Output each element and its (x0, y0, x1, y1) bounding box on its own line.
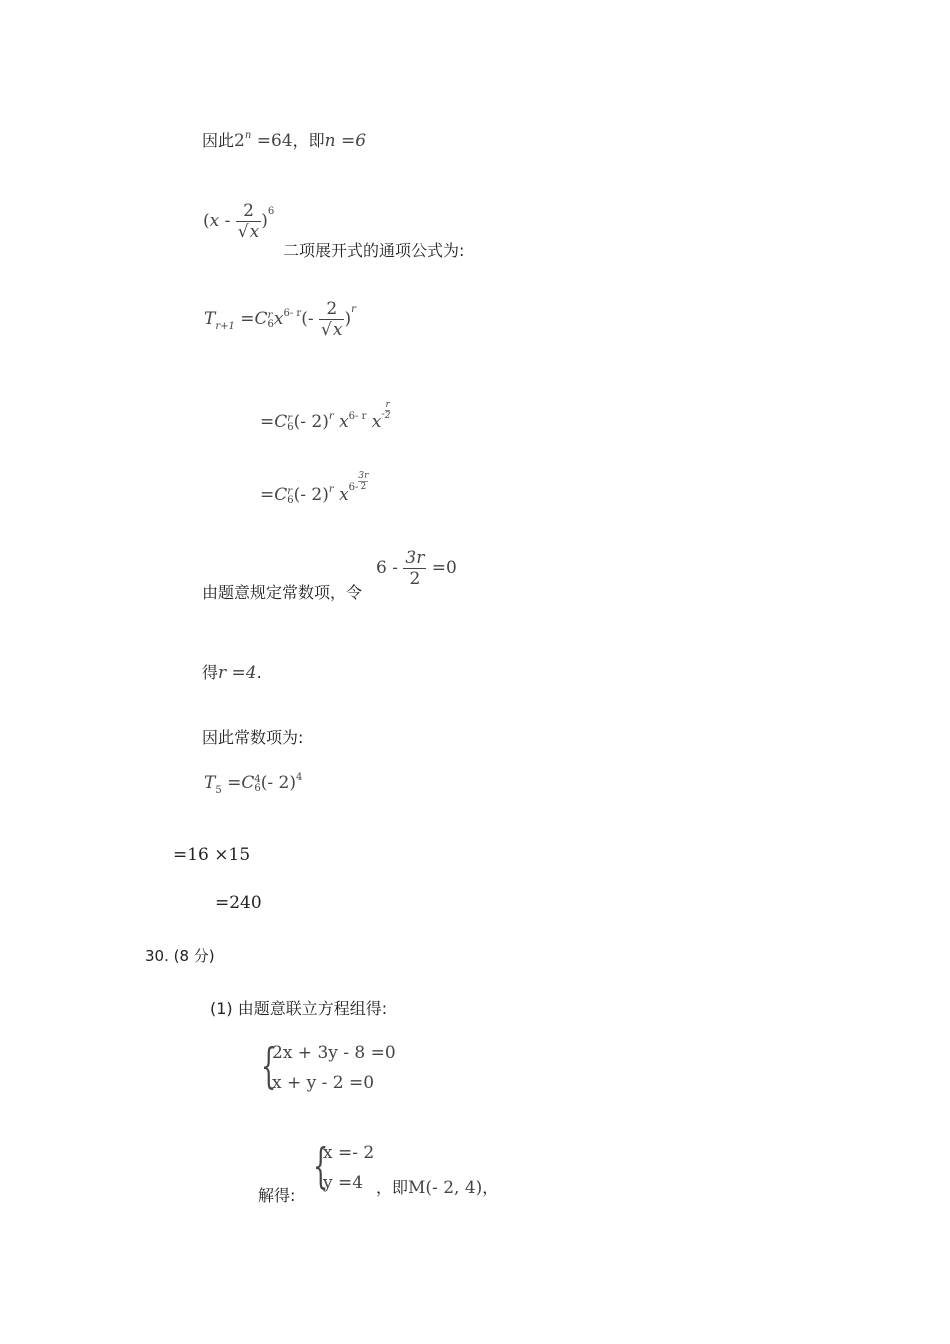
system-eq-2: x + y - 2 =0 (272, 1073, 375, 1093)
line-r-equals-4: 得r =4. (202, 663, 262, 683)
calc-16-times-15: =16 ×15 (173, 845, 251, 865)
step-2-expression: =C r 6 (- 2)$^r$ $x^{6- r}$ x- $\frac{r}{2}$ (260, 400, 391, 433)
t5-expression: $T_5 =C$ 4 6 (- 2)$^4$ (204, 772, 303, 796)
solution-x: x =- 2 (323, 1143, 375, 1163)
text-condition: 由题意规定常数项，令 (202, 583, 363, 602)
text-namely: ，即 (292, 131, 325, 150)
fraction-2-over-sqrt-x: $\frac{2}{√x}$ (321, 299, 343, 340)
line-point-m: ，即M(- 2, 4)， (376, 1178, 499, 1198)
left-brace: { (261, 1038, 277, 1094)
condition-equation: 6 - $\frac{3r}{2}$ =0 (376, 548, 457, 589)
calc-240: =240 (215, 893, 262, 913)
math-n-equals-6: n =6 (324, 131, 367, 151)
binomial-expression: (x - $\frac{2}{√x}$ )$^6$ (203, 201, 275, 242)
text-constant-term: 因此常数项为: (202, 728, 304, 747)
text-solution-label: 解得: (258, 1186, 296, 1205)
part-1-heading: (1) 由题意联立方程组得: (210, 999, 388, 1018)
system-eq-1: 2x + 3y - 8 =0 (272, 1043, 396, 1063)
solution-y: y =4 (323, 1173, 364, 1193)
text-general-term-formula: 二项展开式的通项公式为: (283, 241, 465, 260)
general-term-formula: $T_{r+1} =C$ r 6 $x^{6- r}(-$ $\frac{2}{√x}$ )$^r$ (204, 299, 356, 340)
math-2-power-n: 2$^n$ =64 (234, 130, 293, 151)
step-3-expression: =C r 6 (- 2)$^r$ $x^{6-}$ $\frac{3r}{2}$ (260, 471, 369, 506)
question-30-heading: 30. (8 分) (145, 947, 215, 965)
left-brace: { (313, 1138, 329, 1194)
text-therefore: 因此 (202, 131, 235, 150)
fraction-2-over-sqrt-x: $\frac{2}{√x}$ (237, 201, 260, 242)
fraction-3r-over-2: $\frac{3r}{2}$ (405, 548, 425, 589)
line-therefore-n (202, 128, 366, 151)
